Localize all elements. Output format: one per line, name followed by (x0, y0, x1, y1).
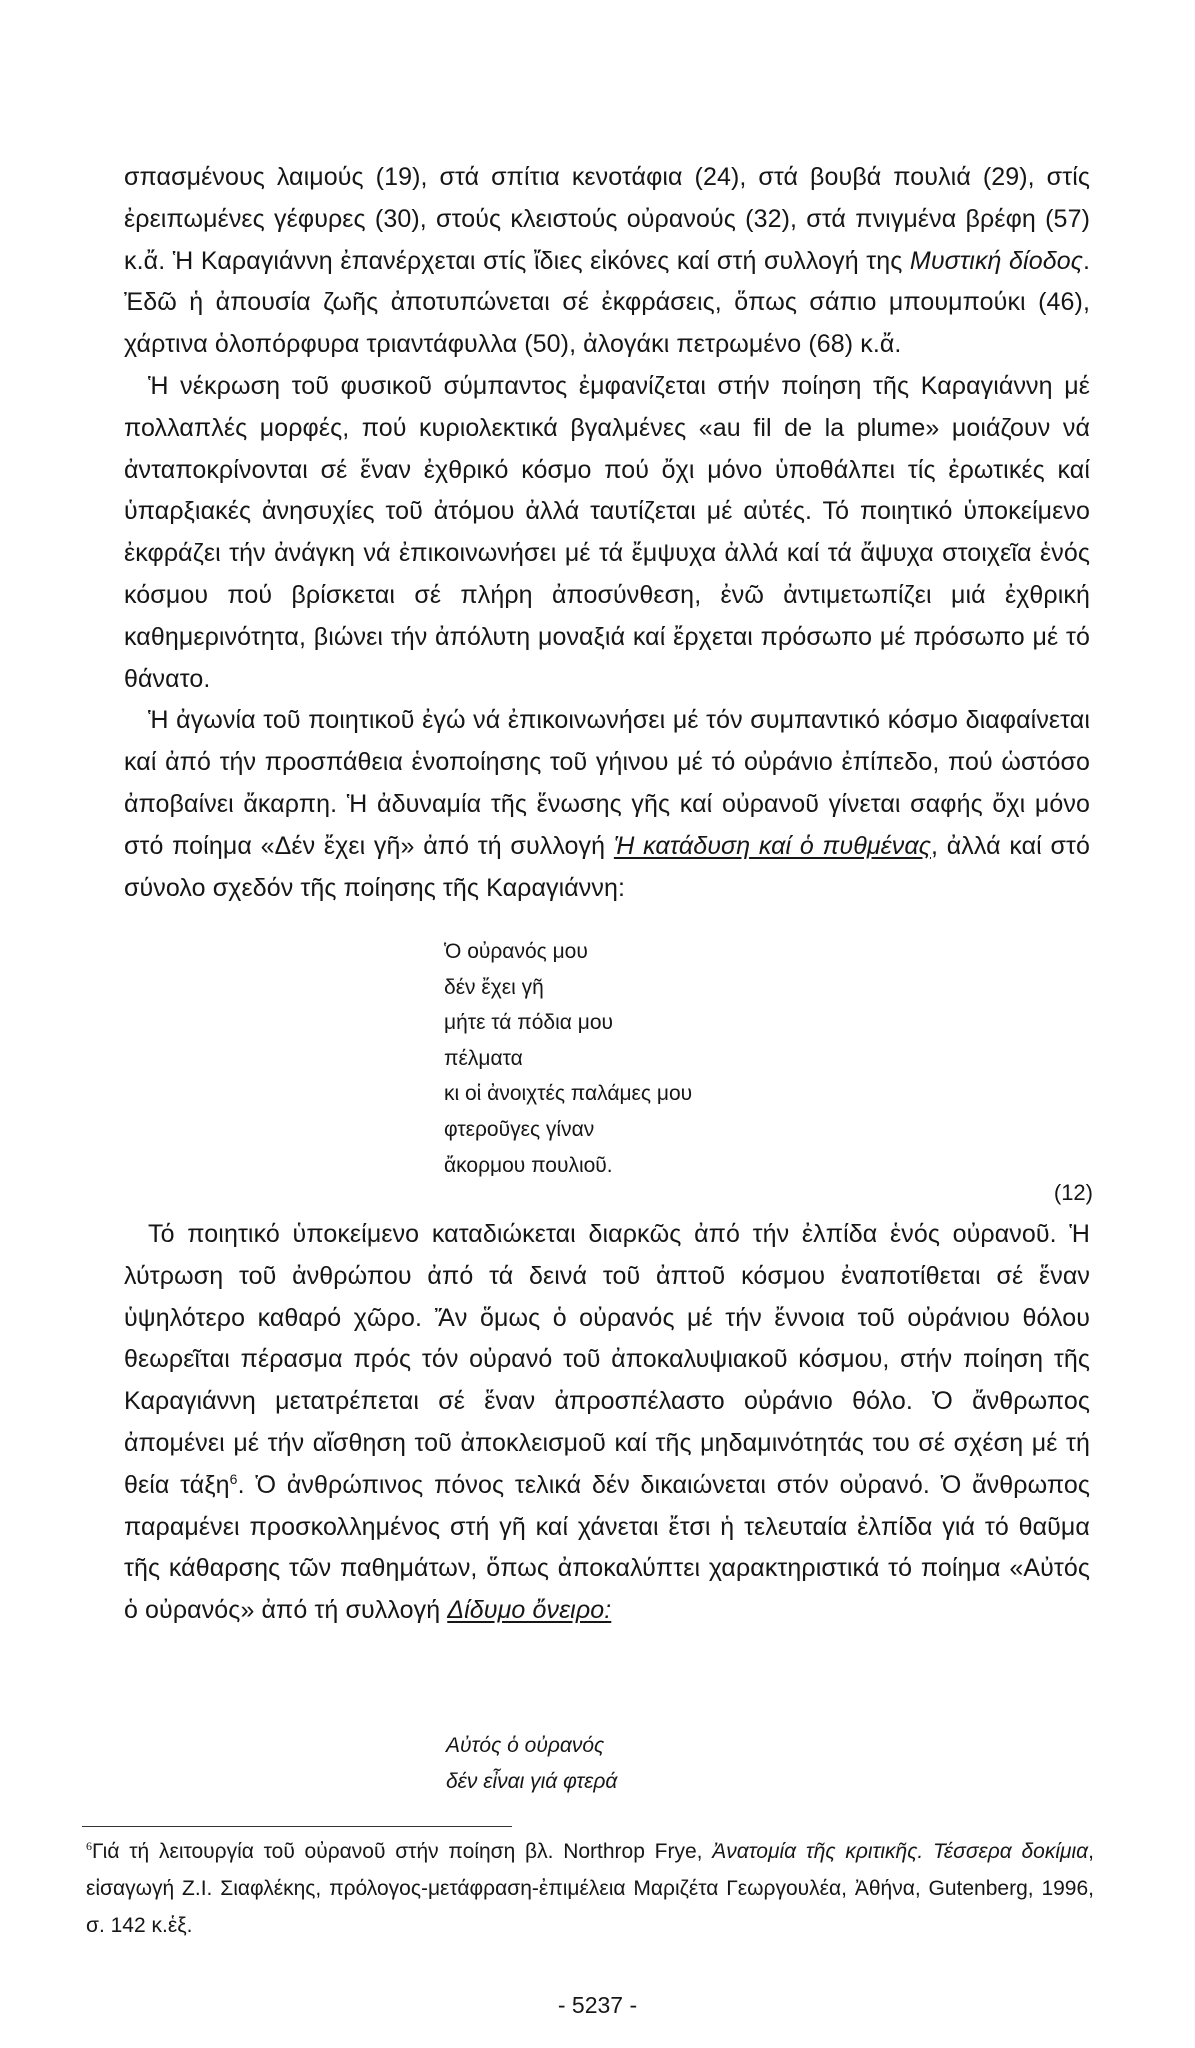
poem-reference-number: (12) (1053, 1180, 1093, 1205)
poem-excerpt-2 (446, 1728, 617, 1800)
poem-line: πέλματα (444, 1046, 523, 1070)
paragraph-1-text: σπασμένους λαιμούς (19), στά σπίτια κενοτάφια (24), στά βουβά πουλιά (29), στίς ἐρειπωμένες γέφυρες (30), στούς κλειστούς οὐρανούς (32), στά πνιγμένα βρέφη (57) κ.ἄ. Ἡ Καραγιάννη ἐπανέρχεται στίς ἴδιες εἰκόνες καί στή συλλογή της (124, 163, 1090, 275)
paragraph-3-text-end: , ἀλλά καί στό σύνολο σχεδόν τῆς ποίησης τῆς Καραγιάννη: (124, 831, 1091, 902)
footnote-text: Γιά τή λειτουργία τοῦ οὐρανοῦ στήν ποίηση βλ. Northrop Frye, (92, 1840, 713, 1863)
paragraph-4-text: Τό ποιητικό ὑποκείμενο καταδιώκεται διαρκῶς ἀπό τήν ἐλπίδα ἑνός οὐρανοῦ. Ἡ λύτρωση τοῦ ἀνθρώπου ἀπό τά δεινά τοῦ ἀπτοῦ κόσμου ἐναποτίθεται σέ ἕναν ὑψηλότερο καθαρό χῶρο. Ἄν ὅμως ὁ οὐρανός μέ τήν ἔννοια τοῦ οὐράνιου θόλου θεωρεῖται πέρασμα πρός τόν οὐρανό τοῦ ἀποκαλυψιακοῦ κόσμου, στήν ποίηση τῆς Καραγιάννη μετατρέπεται σέ ἕναν ἀπροσπέλαστο οὐράνιο θόλο. Ὁ ἄνθρωπος ἀπομένει μέ τήν αἴσθηση τοῦ ἀποκλεισμοῦ καί τῆς μηδαμινότητάς του σέ σχέση μέ τή θεία τάξη (124, 1220, 1090, 1499)
poem-line: φτεροῦγες γίναν (444, 1117, 595, 1141)
collection-title-katadysi: Ἡ κατάδυση καί ὁ πυθμένας (613, 831, 931, 860)
paragraph-4 (124, 1214, 1090, 1632)
poem-line: Αὐτός ὁ οὐρανός (446, 1734, 605, 1757)
paragraph-4-text-end: . Ὁ ἀνθρώπινος πόνος τελικά δέν δικαιώνεται στόν οὐρανό. Ὁ ἄνθρωπος παραμένει προσκολλημένος στή γῆ καί χάνεται ἔτσι ἡ τελευταία ἐλπίδα γιά τό θαῦμα τῆς κάθαρσης τῶν παθημάτων, ὅπως ἀποκαλύπτει χαρακτηριστικά τό ποίημα «Αὐτός ὁ οὐρανός» ἀπό τή συλλογή (124, 1470, 1090, 1625)
poem-line: κι οἱ ἀνοιχτές παλάμες μου (444, 1082, 693, 1106)
body-text-top (124, 157, 1090, 909)
paragraph-3-text: Ἡ ἀγωνία τοῦ ποιητικοῦ ἐγώ νά ἐπικοινωνήσει μέ τόν συμπαντικό κόσμο διαφαίνεται καί ἀπό τήν προσπάθεια ἑνοποίησης τοῦ γήινου μέ τό οὐράνιο ἐπίπεδο, πού ὡστόσο ἀποβαίνει ἄκαρπη. Ἡ ἀδυναμία τῆς ἕνωσης γῆς καί οὐρανοῦ γίνεται σαφής ὄχι μόνο στό ποίημα «Δέν ἔχει γῆ» ἀπό τή συλλογή (124, 706, 1090, 860)
poem-excerpt-1 (444, 934, 692, 1183)
footnote-marker: 6 (86, 1839, 92, 1853)
footnote-6 (86, 1833, 1094, 1944)
poem-line: δέν ἔχει γῆ (444, 975, 544, 999)
footnote-reference[interactable]: 6 (229, 1470, 238, 1487)
body-text-bottom (124, 1214, 1090, 1632)
poem-line: ἄκορμου πουλιοῦ. (444, 1153, 613, 1177)
paragraph-3 (124, 700, 1090, 909)
poem-line: δέν εἶναι γιά φτερά (446, 1770, 618, 1793)
collection-title-didymo-oneiro: Δίδυμο ὄνειρο: (447, 1596, 612, 1625)
poem-line: μήτε τά πόδια μου (444, 1011, 614, 1035)
footnote-divider (82, 1826, 512, 1827)
footnote-text-end: , εἰσαγωγή Ζ.Ι. Σιαφλέκης, πρόλογος-μετάφραση-ἐπιμέλεια Μαριζέτα Γεωργουλέα, Ἀθήνα, Gutenberg, 1996, σ. 142 κ.ἑξ. (86, 1840, 1094, 1937)
footnote-book-title: Ἀνατομία τῆς κριτικῆς. Τέσσερα δοκίμια (712, 1840, 1089, 1863)
page-number: - 5237 - (557, 1992, 638, 2018)
paragraph-2: Ἡ νέκρωση τοῦ φυσικοῦ σύμπαντος ἐμφανίζεται στήν ποίηση τῆς Καραγιάννη μέ πολλαπλές μορφές, πού κυριολεκτικά βγαλμένες «au fil de la plume» μοιάζουν νά ἀνταποκρίνονται σέ ἕναν ἐχθρικό κόσμο πού ὄχι μόνο ὑποθάλπει τίς ἐρωτικές καί ὑπαρξιακές ἀνησυχίες τοῦ ἀτόμου ἀλλά ταυτίζεται μέ αὐτές. Τό ποιητικό ὑποκείμενο ἐκφράζει τήν ἀνάγκη νά ἐπικοινωνήσει μέ τά ἔμψυχα ἀλλά καί τά ἄψυχα στοιχεῖα ἑνός κόσμου πού βρίσκεται σέ πλήρη ἀποσύνθεση, ἐνῶ ἀντιμετωπίζει μιά ἐχθρική καθημερινότητα, βιώνει τήν ἀπόλυτη μοναξιά καί ἔρχεται πρόσωπο μέ πρόσωπο μέ τό θάνατο. (124, 371, 1090, 693)
poem-line: Ὁ οὐρανός μου (444, 940, 588, 963)
collection-title-mystiki-diodos: Μυστική δίοδος (909, 246, 1083, 275)
paragraph-1 (124, 157, 1090, 366)
paragraph-1-text-end: . Ἐδῶ ἡ ἀπουσία ζωῆς ἀποτυπώνεται σέ ἐκφράσεις, ὅπως σάπιο μπουμπούκι (46), χάρτινα ὁλοπόρφυρα τριαντάφυλλα (50), ἀλογάκι πετρωμένο (68) κ.ἄ. (124, 246, 1090, 359)
